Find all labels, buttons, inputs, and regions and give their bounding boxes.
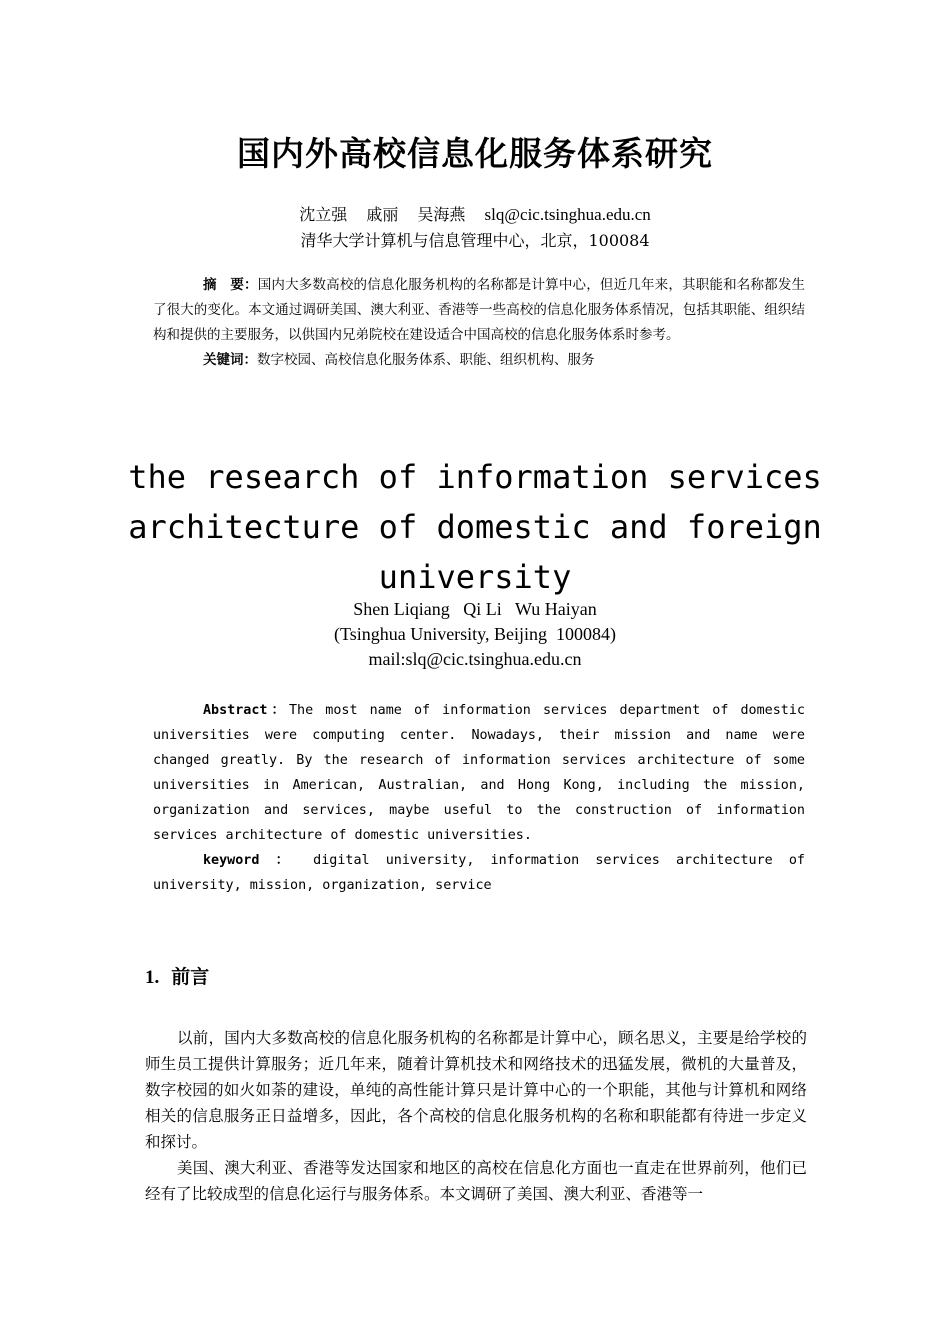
english-keywords-text: digital university, information services architecture of university, mission, organization, service [153, 853, 805, 893]
author-email-cn: slq@cic.tsinghua.edu.cn [484, 205, 651, 224]
english-abstract-label: Abstract： [203, 703, 289, 718]
chinese-title: 国内外高校信息化服务体系研究 [237, 134, 713, 173]
author-cn-3: 吴海燕 [417, 205, 466, 224]
chinese-abstract [153, 273, 805, 373]
author-cn-2: 戚丽 [366, 205, 399, 224]
author-cn-1: 沈立强 [299, 205, 348, 224]
english-affiliation: (Tsinghua University, Beijing 100084) [333, 624, 617, 644]
body-paragraph-2: 美国、澳大利亚、香港等发达国家和地区的高校在信息化方面也一直走在世界前列，他们已经有了比较成型的信息化运行与服务体系。本文调研了美国、澳大利亚、香港等一 [145, 1159, 807, 1203]
english-keywords-label: keyword ： [203, 853, 298, 868]
section-heading [145, 962, 209, 989]
chinese-keywords-text: 数字校园、高校信息化服务体系、职能、组织机构、服务 [257, 352, 595, 368]
english-abstract-paragraph [153, 698, 805, 848]
chinese-abstract-paragraph [153, 273, 805, 348]
section-body [145, 1025, 807, 1207]
english-email: mail:slq@cic.tsinghua.edu.cn [368, 649, 582, 669]
english-author-block [0, 597, 950, 672]
english-title-line-3: university [378, 558, 572, 596]
english-title-line-1: the research of information services [128, 458, 822, 496]
english-title [0, 452, 950, 602]
english-keywords [153, 848, 805, 898]
body-paragraph-1: 以前，国内大多数高校的信息化服务机构的名称都是计算中心，顾名思义，主要是给学校的师生员工提供计算服务；近几年来，随着计算机技术和网络技术的迅猛发展，微机的大量普及，数字校园的如火如荼的建设，单纯的高性能计算只是计算中心的一个职能，其他与计算机和网络相关的信息服务正日益增多，因此，各个高校的信息化服务机构的名称和职能都有待进一步定义和探讨。 [145, 1029, 807, 1151]
chinese-keywords [153, 348, 805, 373]
english-abstract-text: The most name of information services department of domestic universities were computing center. Nowadays, their mission and name were changed greatly. By the research of information services architecture of some universities in American, Australian, and Hong Kong, including the mission, organization and services, maybe useful to the construction of information services architecture of domestic universities. [153, 703, 805, 843]
chinese-abstract-text: 国内大多数高校的信息化服务机构的名称都是计算中心，但近几年来，其职能和名称都发生了很大的变化。本文通过调研美国、澳大利亚、香港等一些高校的信息化服务体系情况，包括其职能、组织结构和提供的主要服务，以供国内兄弟院校在建设适合中国高校的信息化服务体系时参考。 [153, 277, 806, 343]
chinese-author-block [0, 202, 950, 254]
section-title: 前言 [171, 966, 210, 988]
english-abstract [153, 698, 805, 898]
chinese-affiliation: 清华大学计算机与信息管理中心，北京，100084 [300, 231, 650, 250]
chinese-keywords-label: 关键词： [203, 352, 257, 368]
section-number: 1. [145, 967, 160, 988]
chinese-abstract-label: 摘 要： [203, 277, 258, 293]
english-title-line-2: architecture of domestic and foreign [128, 508, 822, 546]
english-authors: Shen Liqiang Qi Li Wu Haiyan [353, 599, 597, 619]
chinese-author-line [0, 202, 950, 228]
